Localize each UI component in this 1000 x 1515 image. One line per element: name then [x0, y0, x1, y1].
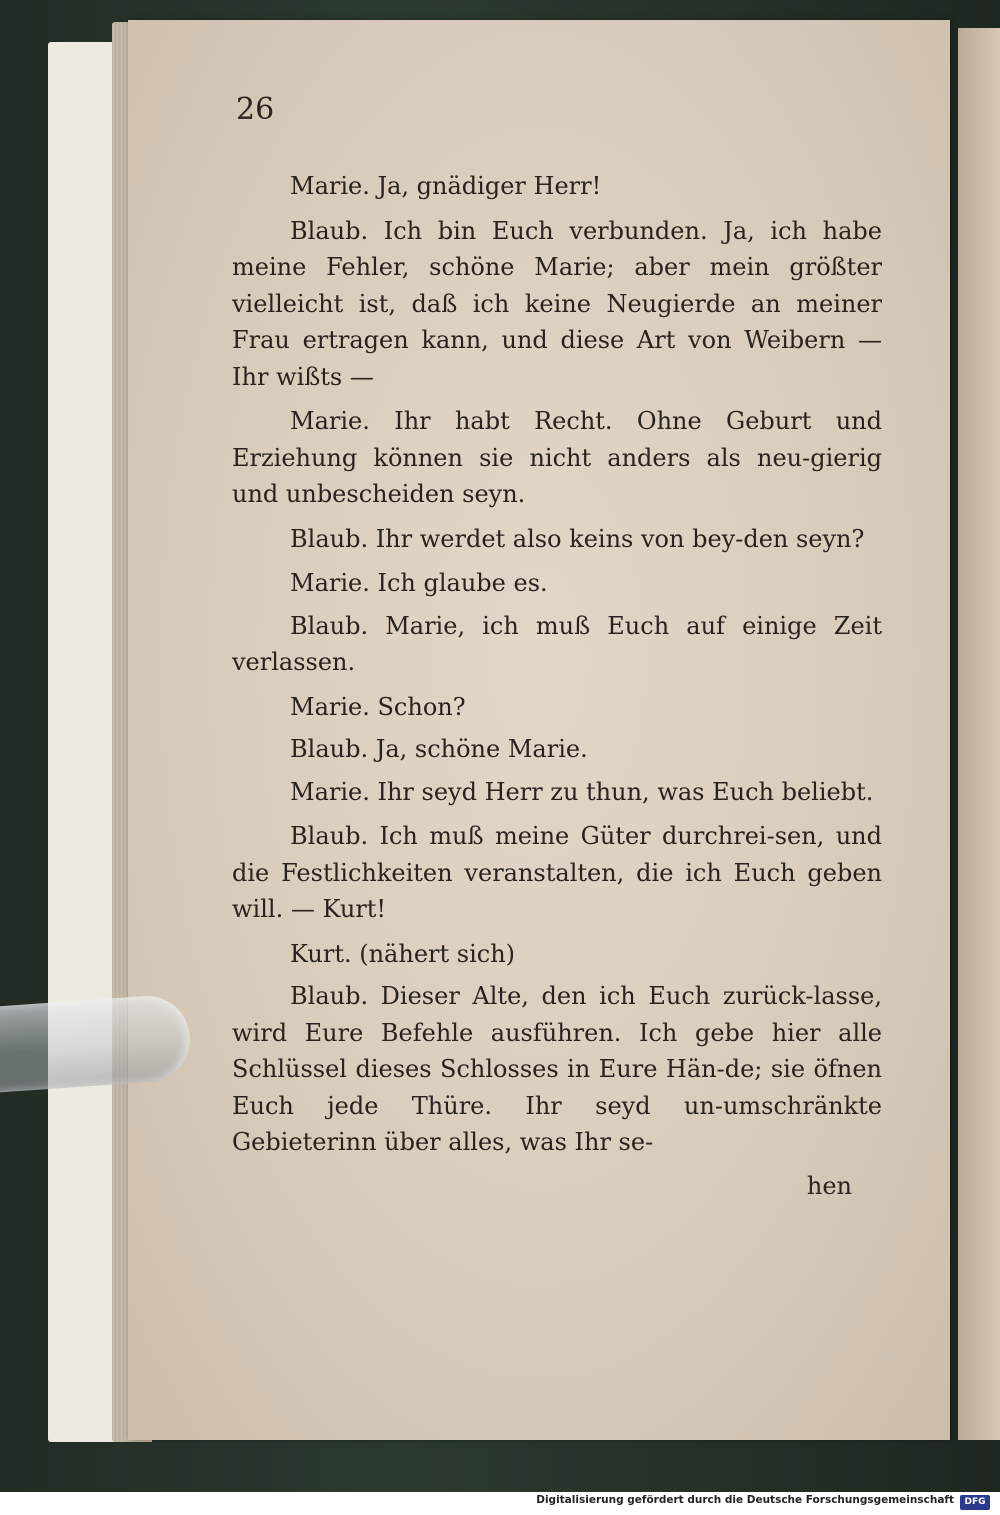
paragraph: Blaub. Dieser Alte, den ich Euch zurück-lasse, wird Eure Befehle ausführen. Ich gebe hier alle Schlüssel dieses Schlosses in Eure Hän-de; sie öfnen Euch jede Thüre. Ihr seyd un-umschränkte Gebieterinn über alles, was Ihr se- [232, 982, 882, 1156]
paragraph: Blaub. Ich muß meine Güter durchrei-sen, und die Festlichkeiten veranstalten, die ich Euch geben will. — Kurt! [232, 822, 882, 923]
paragraph: Blaub. Marie, ich muß Euch auf einige Zeit verlassen. [232, 611, 882, 676]
facing-page-edge [958, 28, 1000, 1440]
paragraph: Marie. Schon? [290, 692, 466, 721]
catchword: hen [806, 1171, 852, 1200]
paragraph: Kurt. (nähert sich) [290, 939, 516, 968]
page-text [232, 168, 882, 1203]
paragraph: Marie. Ihr seyd Herr zu thun, was Euch beliebt. [290, 777, 874, 806]
digitization-credit: Digitalisierung gefördert durch die Deutsche Forschungsgemeinschaft [536, 1494, 954, 1506]
paragraph: Marie. Ich glaube es. [290, 569, 548, 597]
paragraph: Marie. Ihr habt Recht. Ohne Geburt und Erziehung können sie nicht anders als neu-gierig und unbescheiden seyn. [232, 407, 882, 508]
glass-rod-weight [0, 993, 193, 1093]
dfg-logo: DFG [960, 1495, 990, 1510]
paragraph: Blaub. Ich bin Euch verbunden. Ja, ich habe meine Fehler, schöne Marie; aber mein größter vielleicht ist, daß ich keine Neugierde an meiner Frau ertragen kann, und diese Art von Weibern — Ihr wißts — [232, 216, 882, 391]
paragraph: Marie. Ja, gnädiger Herr! [290, 172, 602, 200]
page-number: 26 [236, 92, 275, 127]
paragraph: Blaub. Ihr werdet also keins von bey-den seyn? [290, 524, 865, 553]
paragraph: Blaub. Ja, schöne Marie. [290, 735, 588, 763]
